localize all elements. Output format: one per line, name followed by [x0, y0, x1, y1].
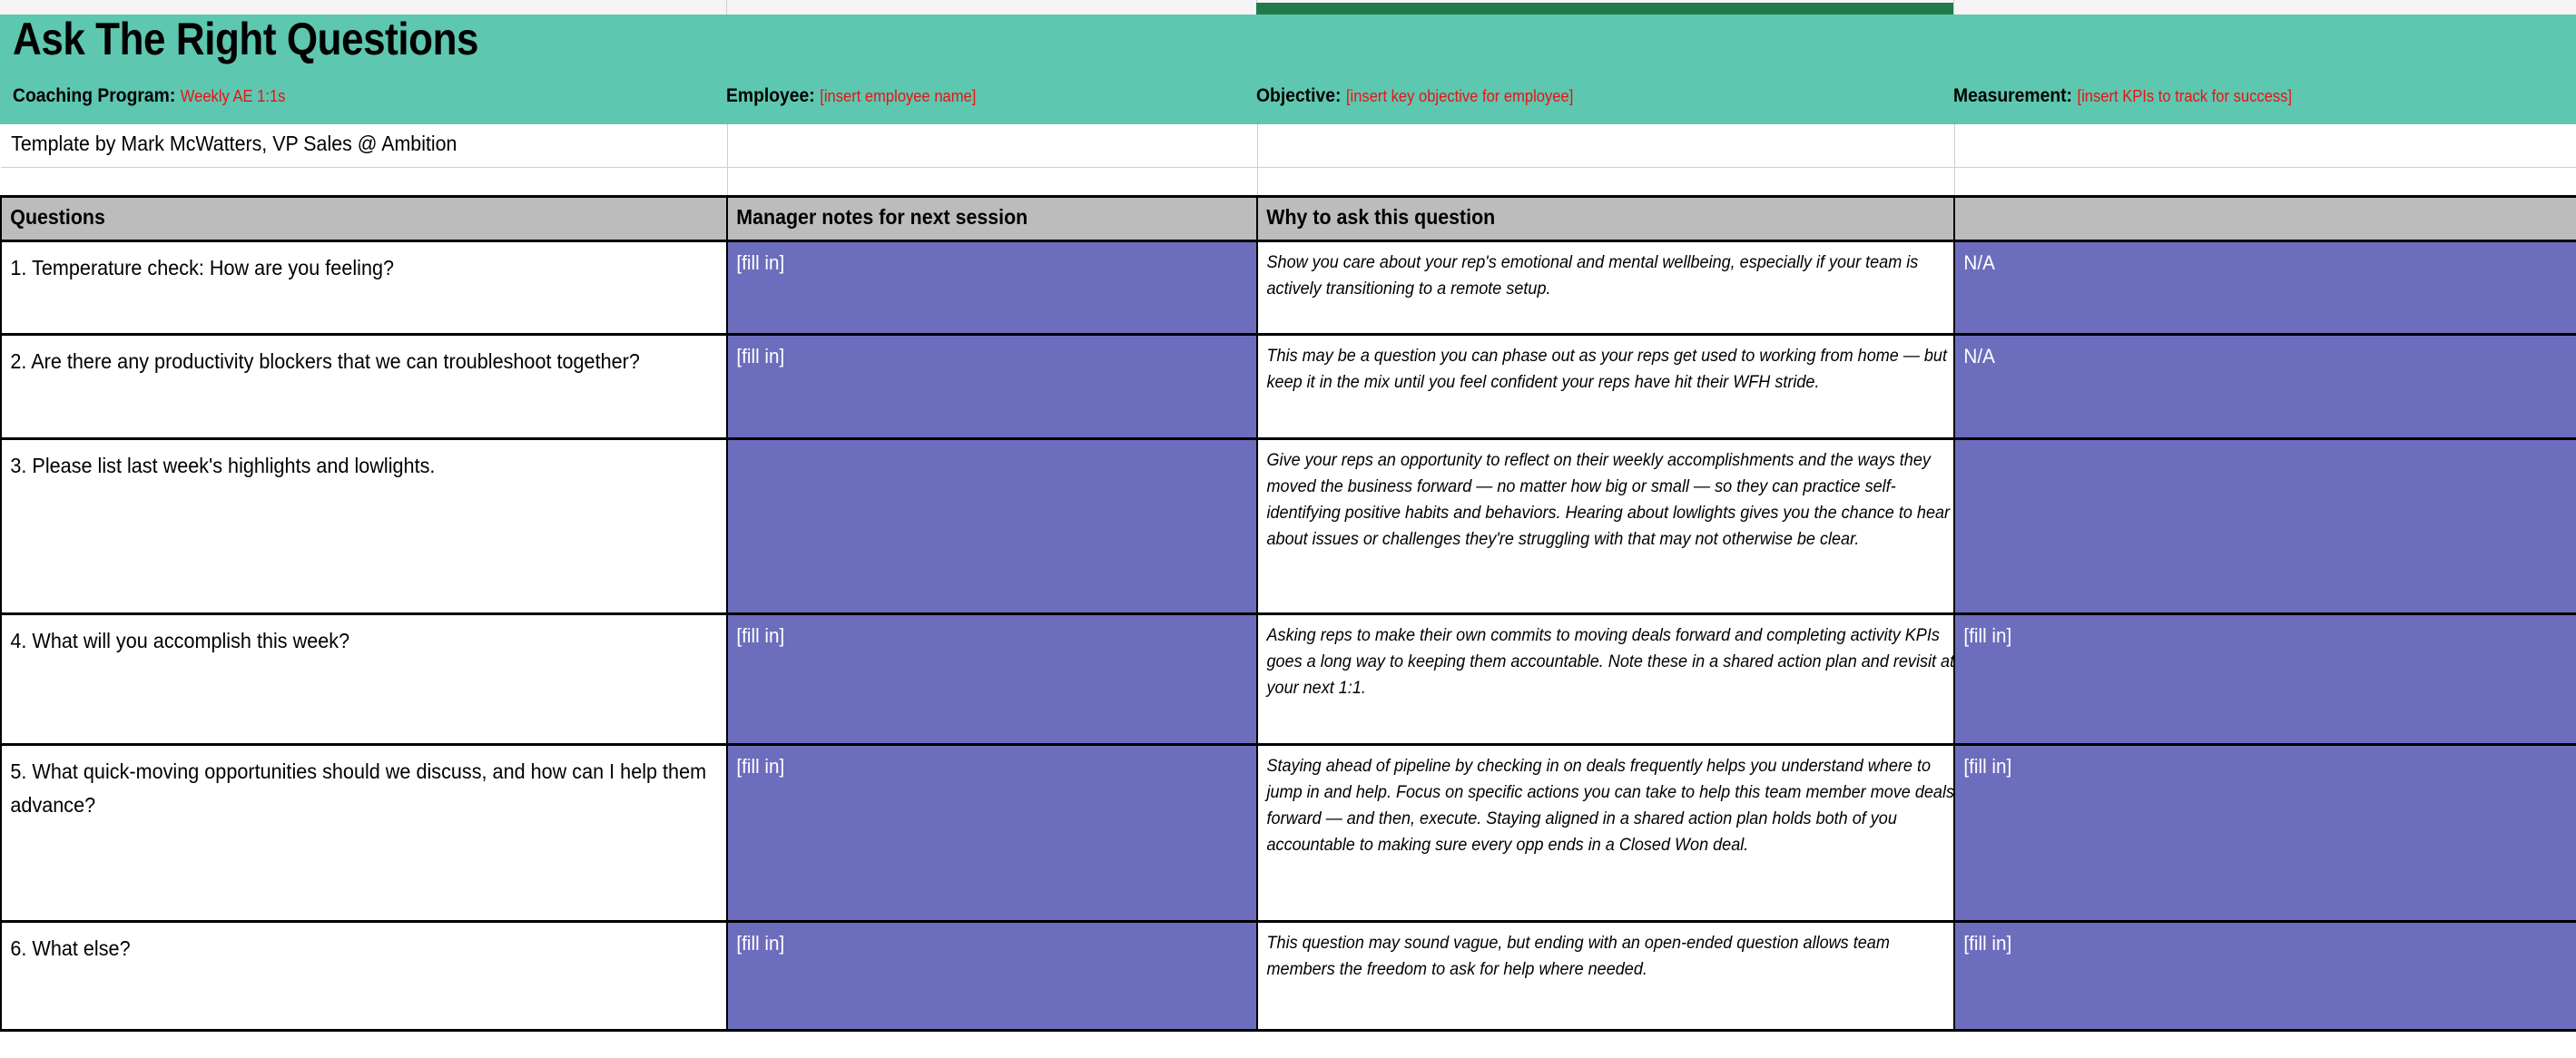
coaching-questions-table: [0, 124, 2576, 1032]
column-header-questions[interactable]: [1, 197, 727, 241]
column-header-manager-notes-label: Manager notes for next session: [736, 205, 1028, 229]
manager-notes-cell[interactable]: [727, 439, 1257, 614]
column-header-questions-label: Questions: [10, 205, 105, 229]
green-cell-fill: [1256, 3, 1953, 15]
column-divider: [726, 0, 727, 15]
attribution-blank-cell-3[interactable]: [1257, 124, 1954, 168]
why-to-ask-text: Give your reps an opportunity to reflect on their weekly accomplishments and the ways they moved the business forward — no matter how big or small — so they can practice self-identifying positive habits and behaviors. Hearing about lowlights gives you the chance to hear about issues or challenges they're struggling with that may not otherwise be clear.: [1266, 451, 1951, 549]
measurement-cell[interactable]: [1954, 335, 2576, 439]
manager-notes-text: [fill in]: [736, 345, 785, 367]
question-text: 1. Temperature check: How are you feeling?: [10, 256, 395, 279]
sheet-banner: [0, 15, 2576, 124]
table-row: [1, 241, 2576, 335]
measurement-cell[interactable]: [1954, 745, 2576, 922]
measurement-cell[interactable]: [1954, 241, 2576, 335]
why-to-ask-cell: [1257, 335, 1954, 439]
column-header-measurement[interactable]: [1954, 197, 2576, 241]
spacer-cell-4[interactable]: [1954, 168, 2576, 197]
table-header-row: [1, 197, 2576, 241]
why-to-ask-cell: [1257, 241, 1954, 335]
field-employee-label: Employee:: [726, 85, 815, 106]
field-measurement-label: Measurement:: [1953, 85, 2072, 106]
measurement-cell[interactable]: [1954, 439, 2576, 614]
question-cell[interactable]: [1, 922, 727, 1031]
why-to-ask-text: This may be a question you can phase out as your reps get used to working from home — but keep it in the mix until you feel confident your reps have hit their WFH stride.: [1266, 347, 1947, 392]
column-header-measurement-label: [1955, 198, 2532, 205]
manager-notes-cell[interactable]: [727, 241, 1257, 335]
measurement-text: N/A: [1963, 251, 1995, 274]
measurement-text: [fill in]: [1963, 755, 2012, 778]
field-employee-value[interactable]: [insert employee name]: [820, 87, 977, 105]
spacer-cell-1[interactable]: [1, 168, 727, 197]
column-header-why-to-ask[interactable]: [1257, 197, 1954, 241]
measurement-cell[interactable]: [1954, 922, 2576, 1031]
why-to-ask-text: Asking reps to make their own commits to moving deals forward and completing activity KPIs goes a long way to keeping them accountable. Note these in a shared action plan and revisit at your next 1:1.: [1266, 626, 1955, 698]
field-objective-label: Objective:: [1256, 85, 1342, 106]
why-to-ask-text: Staying ahead of pipeline by checking in on deals frequently helps you understand where to jump in and help. Focus on specific actions you can take to help this team member move deals forward — and then, execute. Staying aligned in a shared action plan holds both of you accountable to making sure every opp ends in a Closed Won deal.: [1266, 757, 1955, 855]
measurement-text: N/A: [1963, 345, 1995, 367]
table-row: [1, 439, 2576, 614]
why-to-ask-cell: [1257, 745, 1954, 922]
question-text: 5. What quick-moving opportunities should we discuss, and how can I help them advance?: [10, 759, 707, 818]
column-divider: [1953, 0, 1954, 15]
field-coaching-program-label: Coaching Program:: [13, 85, 176, 106]
why-to-ask-cell: [1257, 922, 1954, 1031]
manager-notes-cell[interactable]: [727, 335, 1257, 439]
attribution-text: Template by Mark McWatters, VP Sales @ Ambition: [11, 132, 457, 155]
column-header-why-to-ask-label: Why to ask this question: [1266, 205, 1496, 229]
manager-notes-cell[interactable]: [727, 922, 1257, 1031]
manager-notes-cell[interactable]: [727, 745, 1257, 922]
field-measurement[interactable]: [1953, 85, 2292, 107]
spacer-cell-2[interactable]: [727, 168, 1257, 197]
question-cell[interactable]: [1, 241, 727, 335]
table-row: [1, 614, 2576, 745]
question-cell[interactable]: [1, 745, 727, 922]
question-cell[interactable]: [1, 335, 727, 439]
manager-notes-cell[interactable]: [727, 614, 1257, 745]
manager-notes-text: [fill in]: [736, 251, 785, 274]
attribution-blank-cell-2[interactable]: [727, 124, 1257, 168]
field-measurement-value[interactable]: [insert KPIs to track for success]: [2077, 87, 2293, 105]
measurement-text: [fill in]: [1963, 624, 2012, 647]
field-coaching-program-value[interactable]: Weekly AE 1:1s: [180, 87, 286, 105]
spacer-row: [1, 168, 2576, 197]
table-row: [1, 335, 2576, 439]
page-title: Ask The Right Questions: [13, 14, 479, 64]
manager-notes-text: [fill in]: [736, 932, 785, 955]
spacer-cell-3[interactable]: [1257, 168, 1954, 197]
why-to-ask-text: Show you care about your rep's emotional and mental wellbeing, especially if your team is actively transitioning to a remote setup.: [1266, 253, 1919, 299]
table-row: [1, 745, 2576, 922]
banner-fields: [0, 85, 2576, 122]
measurement-text: [fill in]: [1963, 932, 2012, 955]
question-text: 4. What will you accomplish this week?: [10, 629, 350, 652]
field-objective[interactable]: [1256, 85, 1573, 107]
question-text: 6. What else?: [10, 936, 131, 960]
field-objective-value[interactable]: [insert key objective for employee]: [1345, 87, 1574, 105]
measurement-cell[interactable]: [1954, 614, 2576, 745]
question-text: 3. Please list last week's highlights and lowlights.: [10, 454, 436, 477]
question-cell[interactable]: [1, 614, 727, 745]
table-row: [1, 922, 2576, 1031]
attribution-row: [1, 124, 2576, 168]
why-to-ask-cell: [1257, 439, 1954, 614]
attribution-blank-cell-4[interactable]: [1954, 124, 2576, 168]
question-text: 2. Are there any productivity blockers that we can troubleshoot together?: [10, 349, 640, 373]
manager-notes-text: [fill in]: [736, 755, 785, 778]
attribution-cell: [1, 124, 727, 168]
question-cell[interactable]: [1, 439, 727, 614]
why-to-ask-text: This question may sound vague, but ending with an open-ended question allows team members the freedom to ask for help where needed.: [1266, 934, 1890, 979]
manager-notes-text: [fill in]: [736, 624, 785, 647]
why-to-ask-cell: [1257, 614, 1954, 745]
field-coaching-program[interactable]: [13, 85, 285, 107]
field-employee[interactable]: [726, 85, 976, 107]
column-header-manager-notes[interactable]: [727, 197, 1257, 241]
